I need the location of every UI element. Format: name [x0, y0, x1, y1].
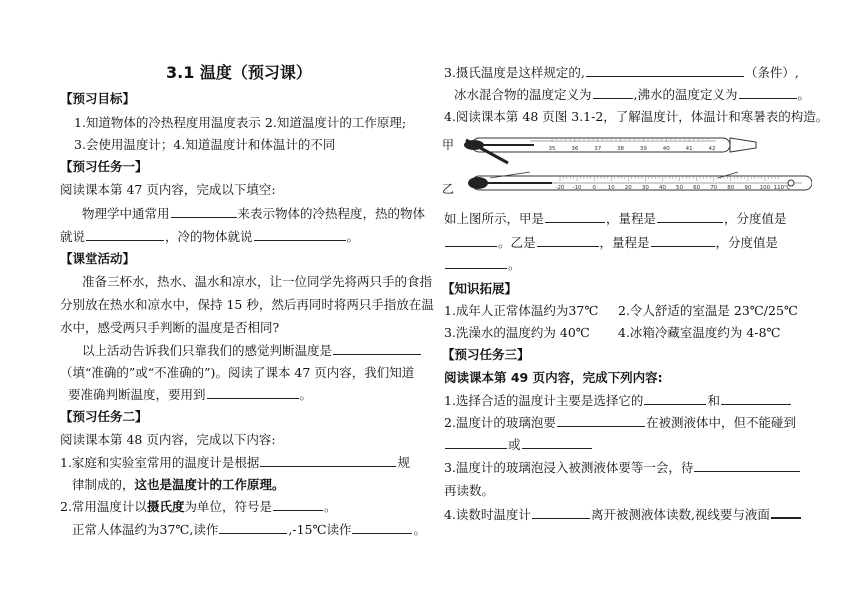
task2-q1-text-c: 律制成的，	[72, 477, 135, 492]
jia-tick-label: 39	[639, 146, 647, 152]
task2-q2-line	[60, 498, 336, 516]
q3-line-2	[454, 86, 810, 104]
task3-q3-blank[interactable]	[694, 459, 800, 472]
task1-blank-2[interactable]	[86, 228, 164, 241]
fig-line-3	[444, 256, 521, 274]
activity-text-4: 以上活动告诉我们只靠我们的感觉判断温度是	[82, 343, 333, 358]
task3-q1-line	[444, 392, 792, 410]
task3-q2-blank-1[interactable]	[557, 414, 645, 427]
task3-q4-text-b: 离开被测液体读数,视线要与液面	[590, 507, 770, 522]
fig-blank-1[interactable]	[545, 210, 605, 223]
task3-q1-text-b: 和	[707, 393, 720, 408]
yi-tick-label: 20	[624, 185, 632, 191]
task3-q4-blank-1[interactable]	[532, 506, 590, 519]
task1-line-2	[60, 228, 359, 246]
task2-q1-line-2	[72, 476, 285, 494]
task3-q2-text-a: 2.温度计的玻璃泡要	[444, 415, 556, 430]
task2-q3-text-a: 正常人体温约为37℃,读作	[72, 522, 219, 537]
activity-text-6b: 。	[299, 387, 313, 402]
activity-blank-1[interactable]	[333, 342, 421, 355]
task3-q4-blank-2[interactable]	[771, 505, 801, 519]
fig-blank-4[interactable]	[537, 234, 599, 247]
q3-text-e: 。	[797, 87, 811, 102]
yi-tick-label: 110℃	[773, 185, 791, 191]
extension-4: 4.冰箱冷藏室温度约为 4-8℃	[618, 325, 781, 340]
fig-text-d: 。乙是	[498, 235, 536, 250]
task3-q1-text-a: 1.选择合适的温度计主要是选择它的	[444, 393, 644, 408]
activity-line-4	[82, 342, 422, 360]
activity-blank-2[interactable]	[207, 386, 299, 399]
task3-q3-line	[444, 459, 801, 477]
extension-3: 3.洗澡水的温度约为 40℃	[444, 325, 590, 340]
task2-q3-blank-2[interactable]	[352, 521, 412, 534]
room-thermometer-yi	[468, 172, 812, 191]
q3-text-c: 冰水混合物的温度定义为	[454, 87, 592, 102]
activity-heading: 【课堂活动】	[60, 251, 136, 266]
task2-q2-unit: 摄氏度	[146, 499, 185, 514]
yi-tick-label: -20	[555, 185, 565, 191]
extension-heading: 【知识拓展】	[442, 281, 518, 296]
q3-text-d: ,沸水的温度定义为	[633, 87, 738, 102]
fig-text-g: 。	[508, 257, 521, 272]
task3-q2-text-b: 在被测液体中，但不能碰到	[645, 415, 796, 430]
page-title: 3.1 温度（预习课）	[166, 63, 312, 82]
task3-heading: 【预习任务三】	[442, 347, 530, 362]
q3-blank-3[interactable]	[739, 86, 797, 99]
task1-heading: 【预习任务一】	[60, 159, 148, 174]
task1-intro: 阅读课本第 47 页内容，完成以下填空:	[60, 182, 276, 197]
task2-q2-text-c: 为单位，符号是	[184, 499, 272, 514]
thermo-yi-label: 乙	[442, 182, 455, 196]
task2-intro: 阅读课本第 48 页内容，完成以下内容:	[60, 432, 276, 447]
activity-line-2: 分别放在热水和凉水中，保持 15 秒，然后再同时将两只手指放在温	[60, 297, 434, 312]
yi-tick-label: 60	[693, 185, 701, 191]
task2-q1-principle: 这也是温度计的工作原理。	[134, 477, 285, 492]
fig-text-f: ，分度值是	[715, 235, 779, 250]
task1-text-a: 物理学中通常用	[82, 206, 170, 221]
task3-q4-line	[444, 505, 802, 524]
activity-line-5: （填“准确的”或“不准确的”)。阅读了课本 47 页内容，我们知道	[60, 365, 415, 380]
fig-text-a: 如上图所示，甲是	[444, 211, 545, 226]
jia-tick-label: 37	[594, 146, 602, 152]
task2-q3-line	[72, 521, 426, 539]
task2-q2-text-a: 2.常用温度计以	[60, 499, 147, 514]
q3-text-a: 3.摄氏温度是这样规定的,	[444, 65, 585, 80]
yi-tick-label: 70	[710, 185, 718, 191]
yi-tick-label: -10	[572, 185, 582, 191]
yi-tick-label: 30	[641, 185, 649, 191]
task2-q3-blank-1[interactable]	[219, 521, 287, 534]
extension-1: 1.成年人正常体温约为37℃	[444, 303, 599, 318]
jia-tick-label: 38	[617, 146, 625, 152]
goals-heading: 【预习目标】	[60, 91, 136, 106]
yi-tick-label: 10	[607, 185, 615, 191]
task2-heading: 【预习任务二】	[60, 409, 148, 424]
fig-line-2	[444, 234, 778, 252]
jia-tick-label: 42	[708, 146, 716, 152]
clinical-thermometer-jia	[464, 138, 756, 163]
q3-blank-2[interactable]	[593, 86, 633, 99]
task3-q3-line-2: 再读数。	[444, 483, 495, 498]
task2-q3-text-c: 。	[413, 522, 426, 537]
task3-q2-line-2	[444, 436, 593, 454]
goal-line-2: 3.会使用温度计；4.知道温度计和体温计的不同	[74, 137, 336, 152]
task1-blank-1[interactable]	[171, 205, 237, 218]
task3-q2-line-1	[444, 414, 796, 432]
yi-tick-label: 0	[592, 185, 596, 191]
task1-text-c: 就说	[60, 229, 86, 244]
task1-text-d: ，冷的物体就说	[165, 229, 253, 244]
task2-q1-text-b: 规	[397, 455, 410, 470]
fig-text-b: ，量程是	[606, 211, 657, 226]
jia-tick-label: 40	[662, 146, 670, 152]
task2-q1-blank[interactable]	[260, 454, 396, 467]
jia-tick-label: 35	[548, 146, 556, 152]
q4-line: 4.阅读课本第 48 页图 3.1-2，了解温度计，体温计和寒暑表的构造。	[444, 109, 829, 124]
q3-text-b: （条件）,	[744, 65, 799, 80]
fig-text-c: ，分度值是	[724, 211, 787, 226]
jia-tick-label: 36	[571, 146, 579, 152]
thermo-jia-label: 甲	[442, 138, 455, 152]
q3-line-1	[444, 64, 799, 82]
yi-tick-label: 50	[676, 185, 684, 191]
task1-line-1	[82, 205, 425, 223]
task3-q1-blank-2[interactable]	[721, 392, 791, 405]
task3-q2-blank-2[interactable]	[445, 436, 507, 449]
q3-blank-1[interactable]	[586, 64, 744, 77]
goal-line-1: 1.知道物体的冷热程度用温度表示 2.知道温度计的工作原理;	[74, 115, 407, 130]
task1-blank-3[interactable]	[254, 228, 346, 241]
task3-q2-text-c: 或	[508, 437, 521, 452]
thermometer-figure	[456, 128, 812, 200]
task3-q4-text-a: 4.读数时温度计	[444, 507, 531, 522]
yi-tick-label: 40	[658, 185, 666, 191]
fig-blank-6[interactable]	[445, 256, 507, 269]
activity-line-1: 准备三杯水，热水、温水和凉水，让一位同学先将两只手的食指	[82, 274, 433, 289]
yi-tick-label: 100	[759, 185, 771, 191]
fig-blank-3[interactable]	[445, 234, 497, 247]
task2-q1-text-a: 1.家庭和实验室常用的温度计是根据	[60, 455, 260, 470]
yi-tick-label: 90	[744, 185, 752, 191]
task3-q2-blank-3[interactable]	[522, 436, 592, 449]
yi-tick-label: 80	[727, 185, 735, 191]
fig-blank-5[interactable]	[651, 234, 715, 247]
fig-text-e: ，量程是	[599, 235, 650, 250]
fig-line-1	[444, 210, 787, 228]
activity-text-6: 要准确判断温度，要用到	[68, 387, 206, 402]
task1-text-e: 。	[346, 229, 360, 244]
task2-q2-blank[interactable]	[273, 498, 323, 511]
task2-q2-text-d: 。	[323, 499, 337, 514]
task3-q1-blank-1[interactable]	[644, 392, 706, 405]
task2-q3-text-b: ,-15℃读作	[288, 522, 352, 537]
extension-2: 2.令人舒适的室温是 23℃/25℃	[618, 303, 798, 318]
activity-line-6	[68, 386, 312, 404]
task2-q1-line-1	[60, 454, 410, 472]
jia-tick-label: 41	[685, 146, 693, 152]
fig-blank-2[interactable]	[657, 210, 723, 223]
task3-intro: 阅读课本第 49 页内容，完成下列内容:	[444, 370, 663, 385]
task1-text-b: 来表示物体的冷热程度，热的物体	[237, 206, 426, 221]
task3-q3-text-a: 3.温度计的玻璃泡浸入被测液体要等一会，待	[444, 460, 694, 475]
activity-line-3: 水中，感受两只手判断的温度是否相同?	[60, 320, 280, 335]
